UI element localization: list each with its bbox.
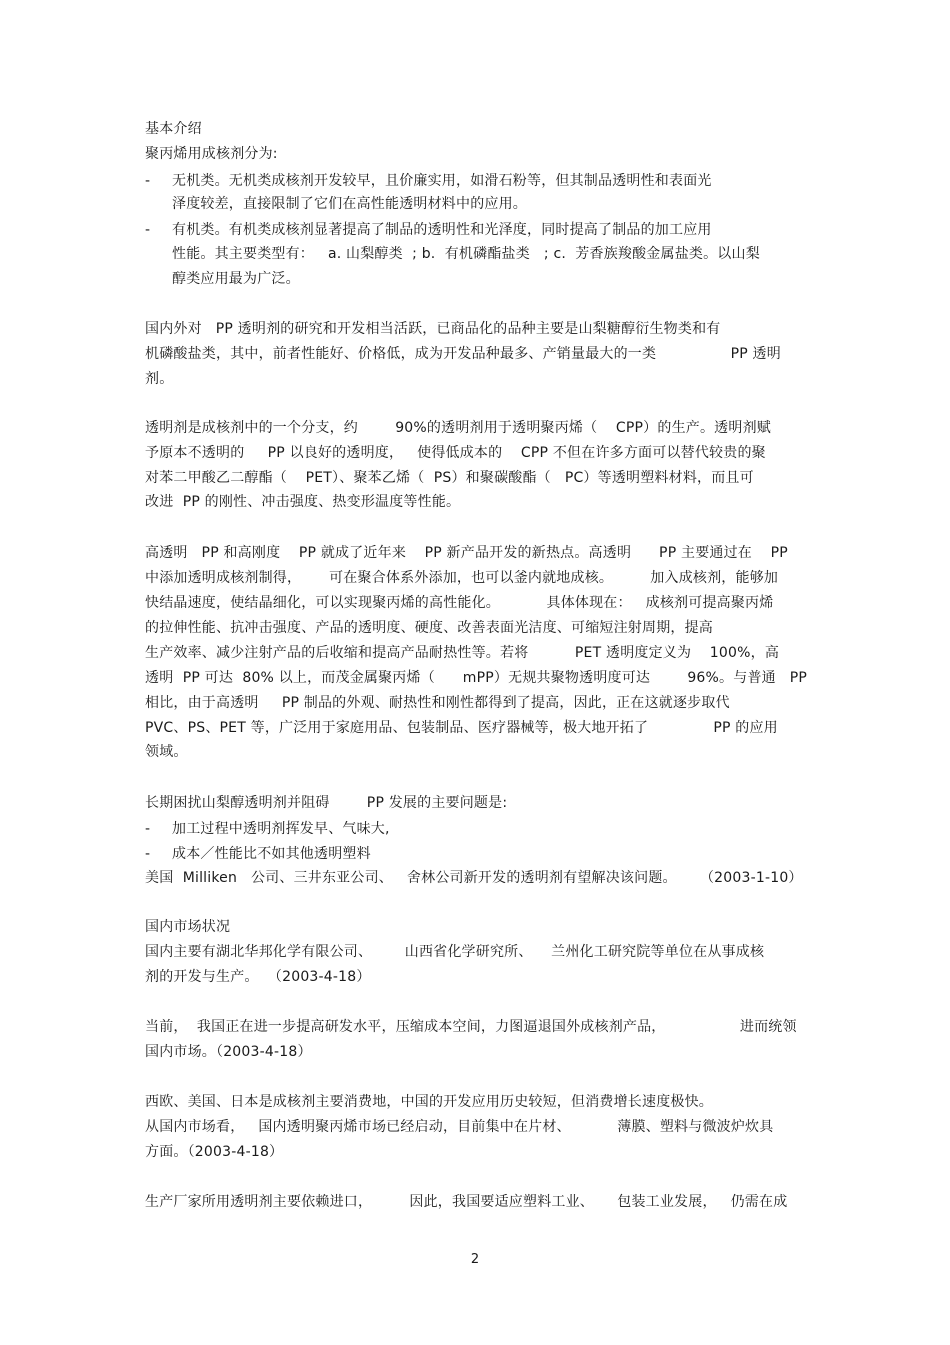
paragraph-line: 生产效率、减少注射产品的后收缩和提高产品耐热性等。若将 PET 透明度定义为 100%，高 bbox=[145, 645, 780, 661]
bullet-line: 无机类。无机类成核剂开发较早，且价廉实用，如滑石粉等，但其制品透明性和表面光 bbox=[172, 173, 712, 189]
bullet-line: 泽度较差，直接限制了它们在高性能透明材料中的应用。 bbox=[172, 196, 527, 212]
paragraph-line: PVC、PS、PET 等，广泛用于家庭用品、包装制品、医疗器械等，极大地开拓了 PP 的应用 bbox=[145, 720, 778, 736]
paragraph-line: 透明剂是成核剂中的一个分支，约 90%的透明剂用于透明聚丙烯（ CPP）的生产。透明剂赋 bbox=[145, 420, 771, 436]
paragraph-line: 透明 PP 可达 80% 以上，而茂金属聚丙烯（ mPP）无规共聚物透明度可达 96%。与普通 PP bbox=[145, 670, 808, 686]
paragraph-line: 剂。 bbox=[145, 371, 174, 387]
paragraph-line: 改进 PP 的刚性、冲击强度、热变形温度等性能。 bbox=[145, 494, 461, 510]
paragraph-line: 机磷酸盐类，其中，前者性能好、价格低，成为开发品种最多、产销量最大的一类 PP 透明 bbox=[145, 346, 781, 362]
paragraph-line: 剂的开发与生产。 （2003-4-18） bbox=[145, 969, 371, 985]
paragraph-line: 从国内市场看， 国内透明聚丙烯市场已经启动，目前集中在片材、 薄膜、塑料与微波炉炊具 bbox=[145, 1119, 774, 1135]
bullet-line: 醇类应用最为广泛。 bbox=[172, 271, 300, 287]
paragraph-line: 高透明 PP 和高刚度 PP 就成了近年来 PP 新产品开发的新热点。高透明 PP 主要通过在 PP bbox=[145, 545, 788, 561]
paragraph-line: 国内市场。（2003-4-18） bbox=[145, 1044, 312, 1060]
bullet-marker: - bbox=[145, 821, 151, 837]
bullet-marker: - bbox=[145, 222, 151, 238]
paragraph-line: 相比，由于高透明 PP 制品的外观、耐热性和刚性都得到了提高，因此，正在这就逐步取代 bbox=[145, 695, 730, 711]
bullet-line: 加工过程中透明剂挥发早、气味大, bbox=[172, 821, 390, 837]
problems-closing: 美国 Milliken 公司、三井东亚公司、 舍林公司新开发的透明剂有望解决该问题。 （2003-1-10） bbox=[145, 870, 803, 886]
paragraph-line: 国内主要有湖北华邦化学有限公司、 山西省化学研究所、 兰州化工研究院等单位在从事成核 bbox=[145, 944, 765, 960]
paragraph-line: 中添加透明成核剂制得， 可在聚合体系外添加，也可以釜内就地成核。 加入成核剂，能够加 bbox=[145, 570, 779, 586]
page-number: 2 bbox=[470, 1252, 480, 1267]
paragraph-line: 对苯二甲酸乙二醇酯（ PET）、聚苯乙烯（ PS）和聚碳酸酯（ PC）等透明塑料材料，而且可 bbox=[145, 470, 754, 486]
section-heading-market: 国内市场状况 bbox=[145, 919, 231, 935]
paragraph-line: 西欧、美国、日本是成核剂主要消费地，中国的开发应用历史较短，但消费增长速度极快。 bbox=[145, 1094, 713, 1110]
paragraph-line: 当前， 我国正在进一步提高研发水平，压缩成本空间，力图逼退国外成核剂产品， 进而统领 bbox=[145, 1019, 797, 1035]
paragraph-line: 领域。 bbox=[145, 744, 188, 760]
paragraph-line: 的拉伸性能、抗冲击强度、产品的透明度、硬度、改善表面光洁度、可缩短注射周期，提高 bbox=[145, 620, 713, 636]
paragraph-line: 国内外对 PP 透明剂的研究和开发相当活跃，已商品化的品种主要是山梨糖醇衍生物类和有 bbox=[145, 321, 721, 337]
bullet-line: 成本／性能比不如其他透明塑料 bbox=[172, 846, 371, 862]
bullet-line: 性能。其主要类型有： a. 山梨醇类 ; b. 有机磷酯盐类 ; c. 芳香族羧酸金属盐类。以山梨 bbox=[172, 246, 760, 262]
bullet-marker: - bbox=[145, 173, 151, 189]
problems-intro: 长期困扰山梨醇透明剂并阻碍 PP 发展的主要问题是: bbox=[145, 795, 508, 811]
bullet-line: 有机类。有机类成核剂显著提高了制品的透明性和光泽度，同时提高了制品的加工应用 bbox=[172, 222, 712, 238]
bullet-marker: - bbox=[145, 846, 151, 862]
paragraph-line: 予原本不透明的 PP 以良好的透明度， 使得低成本的 CPP 不但在许多方面可以替代较贵的聚 bbox=[145, 445, 766, 461]
paragraph-line: 方面。（2003-4-18） bbox=[145, 1144, 284, 1160]
paragraph-line: 生产厂家所用透明剂主要依赖进口， 因此，我国要适应塑料工业、 包装工业发展， 仍需在成 bbox=[145, 1194, 788, 1210]
paragraph-line: 快结晶速度，使结晶细化，可以实现聚丙烯的高性能化。 具体体现在： 成核剂可提高聚丙烯 bbox=[145, 595, 774, 611]
section-heading-intro: 基本介绍 bbox=[145, 121, 202, 137]
intro-subheading: 聚丙烯用成核剂分为: bbox=[145, 146, 278, 162]
